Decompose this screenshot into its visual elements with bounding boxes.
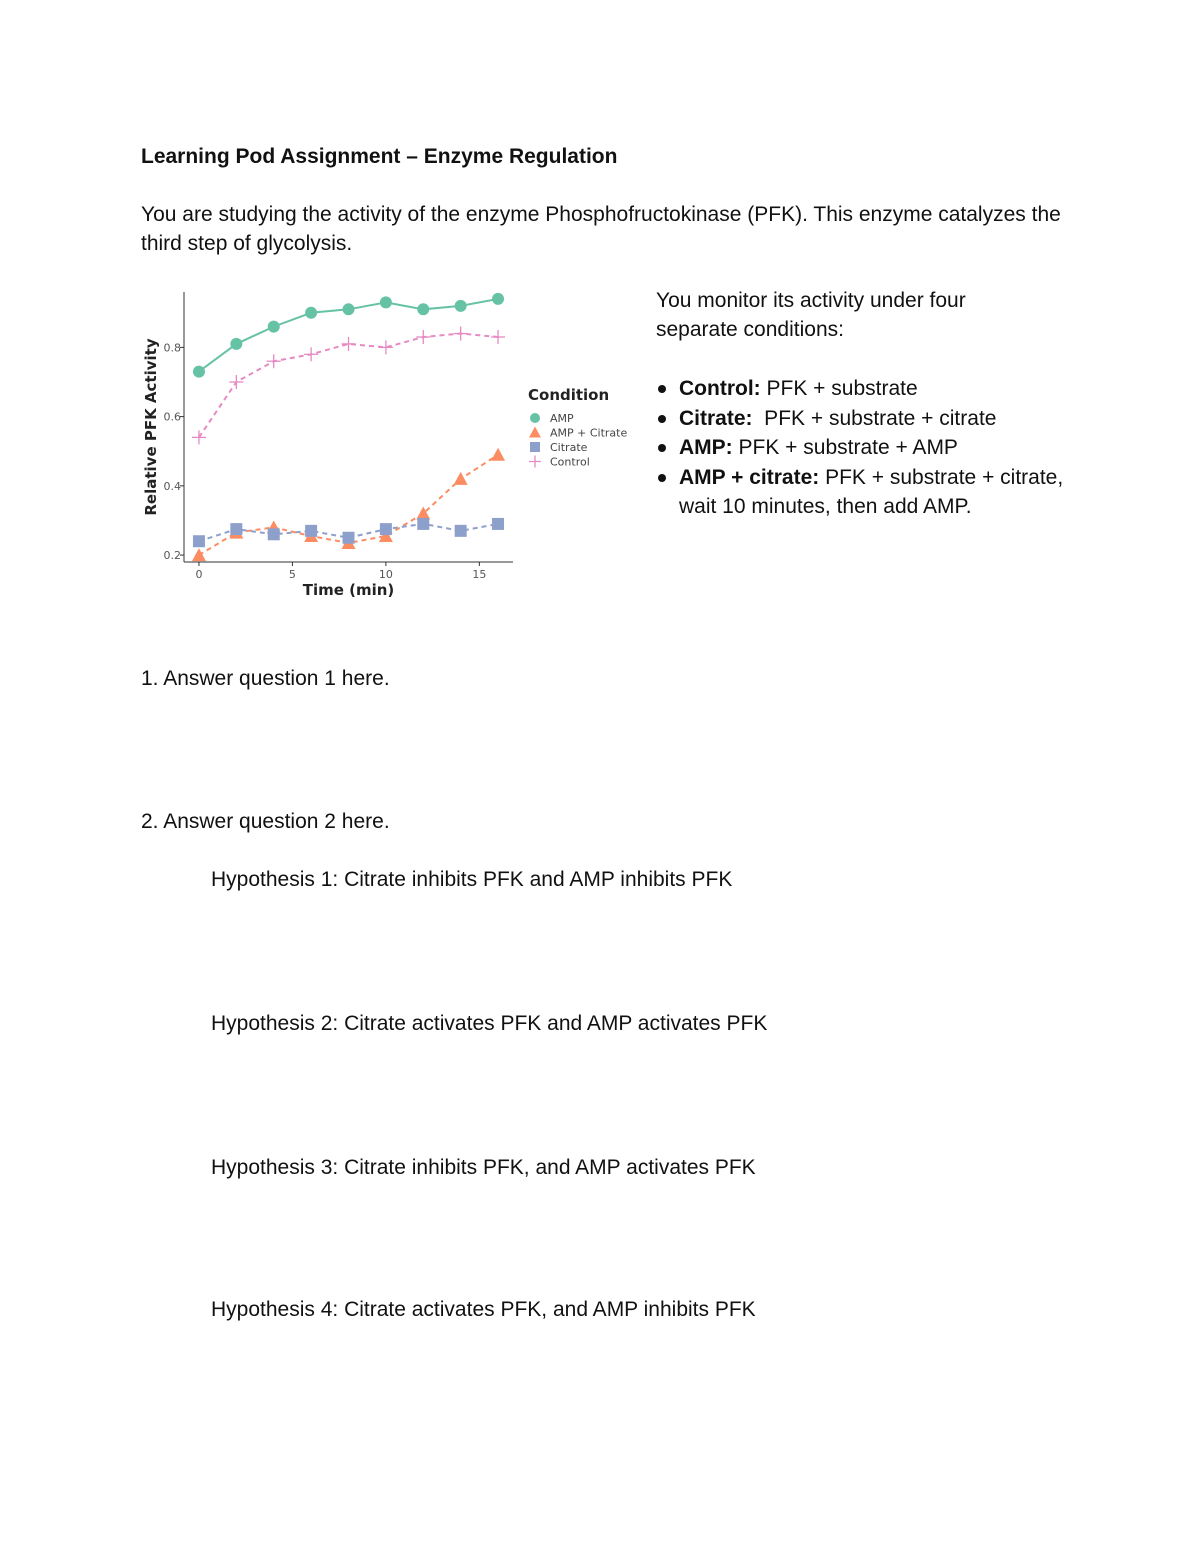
condition-label: AMP + citrate: — [679, 465, 820, 489]
data-point — [492, 518, 504, 530]
legend-key — [529, 456, 541, 468]
legend-title: Condition — [528, 386, 610, 404]
conditions-intro: You monitor its activity under four separate conditions: — [656, 289, 966, 341]
legend-key — [530, 413, 540, 423]
data-point — [342, 337, 356, 351]
legend-key — [529, 427, 541, 438]
series-amp — [193, 293, 504, 378]
x-tick-label: 15 — [472, 568, 487, 581]
data-point — [192, 548, 206, 561]
data-point — [380, 523, 392, 535]
data-point — [454, 472, 468, 485]
data-point — [416, 330, 430, 344]
condition-text: PFK + substrate + AMP — [732, 436, 958, 460]
data-point — [268, 528, 280, 540]
data-point — [305, 525, 317, 537]
y-tick-label: 0.8 — [163, 341, 181, 355]
question-1: 1. Answer question 1 here. — [141, 667, 390, 690]
data-point — [229, 375, 243, 389]
data-point — [193, 535, 205, 547]
x-axis-label: Time (min) — [302, 581, 395, 599]
condition-text: PFK + substrate + citrate, wait 10 minutes, then add AMP. — [679, 465, 1064, 519]
hypothesis-3: Hypothesis 3: Citrate inhibits PFK, and AMP activates PFK — [211, 1156, 756, 1179]
y-tick-label: 0.2 — [163, 549, 181, 563]
condition-label: AMP: — [679, 436, 733, 460]
data-point — [380, 296, 392, 308]
x-tick-label: 0 — [195, 568, 203, 581]
y-tick-label: 0.6 — [163, 410, 181, 424]
data-point — [455, 525, 467, 537]
data-point — [417, 518, 429, 530]
legend-key — [530, 442, 540, 452]
data-point — [491, 330, 505, 344]
condition-item — [656, 404, 1076, 434]
y-tick-label: 0.4 — [163, 479, 181, 493]
condition-label: Control: — [679, 377, 761, 400]
data-point — [492, 293, 504, 305]
data-point — [343, 303, 355, 315]
data-point — [379, 340, 393, 354]
data-point — [193, 366, 205, 378]
y-axis-label: Relative PFK Activity — [142, 338, 160, 516]
data-point — [343, 532, 355, 544]
x-tick-label: 10 — [378, 568, 393, 581]
bullet-icon — [658, 385, 666, 393]
data-point — [192, 430, 206, 444]
data-point — [417, 303, 429, 315]
legend-label: Control — [550, 455, 590, 469]
data-point — [268, 321, 280, 333]
hypothesis-1: Hypothesis 1: Citrate inhibits PFK and AMP inhibits PFK — [211, 868, 733, 891]
chart-series — [192, 293, 505, 561]
bullet-icon — [658, 444, 666, 452]
data-point — [305, 307, 317, 319]
data-point — [267, 354, 281, 368]
legend-label: AMP — [550, 412, 574, 425]
condition-text: PFK + substrate + citrate — [752, 406, 997, 430]
data-point — [304, 347, 318, 361]
data-point — [454, 327, 468, 341]
bullet-icon — [658, 474, 666, 482]
chart-legend — [528, 386, 627, 469]
hypothesis-2: Hypothesis 2: Citrate activates PFK and AMP activates PFK — [211, 1012, 768, 1035]
data-point — [455, 300, 467, 312]
condition-item — [656, 463, 1076, 522]
pfk-activity-chart — [130, 280, 640, 610]
bullet-icon — [658, 415, 666, 423]
question-2: 2. Answer question 2 here. — [141, 810, 390, 833]
data-point — [230, 338, 242, 350]
hypothesis-4: Hypothesis 4: Citrate activates PFK, and AMP inhibits PFK — [211, 1298, 756, 1321]
series-citrate — [193, 518, 504, 547]
document-title: Learning Pod Assignment – Enzyme Regulation — [141, 145, 618, 168]
data-point — [491, 448, 505, 461]
series-amp-citrate — [192, 448, 505, 561]
condition-text: PFK + substrate — [760, 377, 918, 400]
legend-label: Citrate — [550, 441, 588, 454]
conditions-list — [656, 374, 1076, 522]
condition-item — [656, 374, 1076, 404]
condition-item — [656, 433, 1076, 463]
intro-paragraph: You are studying the activity of the enzyme Phosphofructokinase (PFK). This enzyme catalyzes the third step of glycolysis. — [141, 203, 1061, 255]
condition-label: Citrate: — [679, 406, 753, 430]
x-tick-label: 5 — [288, 568, 296, 581]
data-point — [230, 523, 242, 535]
legend-label: AMP + Citrate — [550, 426, 628, 440]
